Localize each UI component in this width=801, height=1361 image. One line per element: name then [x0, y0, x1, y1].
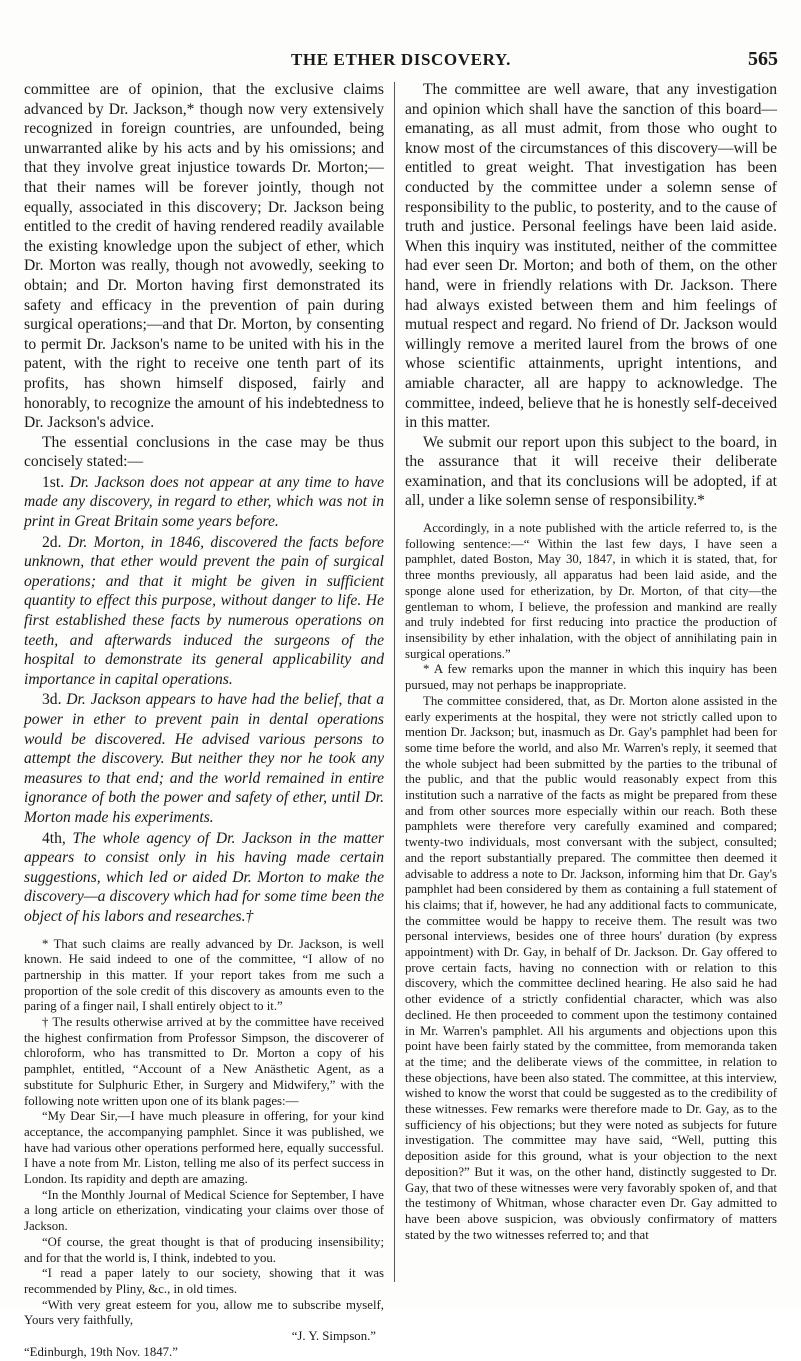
body-paragraph: We submit our report upon this subject to the board, in the assurance that it will receive their deliberate examination, and that its conclusions will be adopted, if at all, under a like solemn sense of responsibility.* — [405, 433, 777, 510]
intro-paragraph: committee are of opinion, that the exclusive claims advanced by Dr. Jackson,* though now very extensively recognized in foreign countries, are unfounded, being unwarranted alike by his acts and by his omissions; and that they involve great injustice towards Dr. Morton;—that their names will be forever jointly, though not equally, associated in this discovery; Dr. Jackson being entitled to the credit of having rendered readily available the existing knowledge upon the subject of ether, which Dr. Morton was really, though not avowedly, seeking to obtain; and Dr. Morton having first demonstrated its safety and efficacy in the prevention of pain during surgical operations;—and that Dr. Morton, by consenting to permit Dr. Jackson's name to be united with his in the patent, with the right to receive one tenth part of its profits, has shown himself disposed, fairly and honorably, to recognize the amount of his indebtedness to Dr. Jackson's advice. — [24, 81, 384, 432]
conclusion-text: The whole agency of Dr. Jackson in the matter appears to consist only in his having made certain suggestions, which led or aided Dr. Morton to make the discovery—a discovery which had for some time been the object of his labors and researches.† — [24, 829, 384, 925]
footnote: † The results otherwise arrived at by the committee have received the highest confirmation from Professor Simpson, the discoverer of chloroform, who has transmitted to Dr. Morton a copy of his pamphlet, entitled, “Account of a New Anästhetic Agent, as a substitute for Sulphuric Ether, in Surgery and Midwifery,” with the following note written upon one of its blank pages:— — [24, 1015, 384, 1108]
conclusion-number: 4th, — [42, 829, 66, 847]
footnote-letter-line: “My Dear Sir,—I have much pleasure in offering, for your kind acceptance, the accompanying pamphlet. Since it was published, we have had various other operations performed here, equally successful. I have a note from Mr. Liston, telling me also of its perfect success in London. Its rapidity and depth are amazing. — [24, 1109, 384, 1187]
page-number: 565 — [748, 48, 778, 70]
letter-dateline: “Edinburgh, 19th Nov. 1847.” — [24, 1344, 178, 1359]
conclusion-number: 2d. — [42, 533, 62, 551]
right-column — [405, 80, 777, 1243]
page-header — [24, 48, 778, 74]
footnote-letter-line: “Of course, the great thought is that of producing insensibility; and for that the world is, I think, indebted to you. — [24, 1234, 384, 1265]
running-head: THE ETHER DISCOVERY. — [290, 50, 512, 69]
footnote: Accordingly, in a note published with the article referred to, is the following sentence:—“ Within the last few days, I have seen a pamphlet, dated Boston, May 30, 1847, in which it is stated, that, for three months previously, all apparatus had been laid aside, and the sponge alone used for etherization, by Dr. Morton, of that city—the gentleman to whom, I believe, the profession and mankind are really and truly indebted for first reducing into practice the production of insensibility by ether inhalation, with the object of annihilating pain in surgical operations.” — [405, 521, 777, 661]
conclusions-intro: The essential conclusions in the case may be thus concisely stated:— — [24, 433, 384, 471]
body-paragraph: The committee are well aware, that any investigation and opinion which shall have the sanction of this board—emanating, as all must admit, from those who ought to know most of the circumstances of this discovery—will be entitled to great weight. That investigation has been conducted by the committee under a solemn sense of responsibility to the public, to posterity, and to the cause of truth and justice. Personal feelings have been laid aside. When this inquiry was instituted, neither of the committee had ever seen Dr. Morton; and both of them, on the other hand, were in friendly relations with Dr. Jackson. There had always existed between them and him feelings of mutual respect and regard. No friend of Dr. Jackson would willingly remove a merited laurel from the brows of one whose scientific attainments, upright intentions, and amiable character, all are happy to acknowledge. The committee, indeed, believe that he is honestly self-deceived in this matter. — [405, 81, 777, 432]
conclusion-text: Dr. Jackson appears to have had the belief, that a power in ether to prevent pain in dental operations would be discovered. He advised various persons to attempt the discovery. But neither they nor he took any measures to that end; and the world remained in entire ignorance of both the power and safety of ether, until Dr. Morton made his experiments. — [24, 691, 384, 826]
footnote: * That such claims are really advanced by Dr. Jackson, is well known. He said indeed to one of the committee, “I allow of no partnership in this matter. If your report takes from me such a proportion of the sole credit of this discovery as amounts even to the paring of a finger nail, I shall entirely object to it.” — [24, 936, 384, 1014]
conclusion-item — [24, 533, 384, 690]
footnote: * A few remarks upon the manner in which this inquiry has been pursued, may not perhaps be inappropriate. — [405, 662, 777, 693]
column-divider — [394, 82, 395, 1282]
left-column — [24, 80, 384, 1361]
conclusion-item — [24, 473, 384, 532]
conclusion-number: 1st. — [42, 473, 65, 491]
conclusion-text: Dr. Morton, in 1846, discovered the facts before unknown, that ether would prevent the pain of surgical operations; and that it might be given in sufficient quantity to effect this purpose, without danger to life. He first established these facts by numerous operations on teeth, and afterwards induced the surgeons of the hospital to demonstrate its general applicability and importance in capital operations. — [24, 533, 384, 688]
footnote-letter-line: “With very great esteem for you, allow me to subscribe myself, Yours very faithfully, — [24, 1297, 384, 1328]
conclusion-text: Dr. Jackson does not appear at any time to have made any discovery, in regard to ether, which was not in print in Great Britain some years before. — [24, 473, 384, 531]
letter-signature: “J. Y. Simpson.” — [291, 1329, 376, 1344]
footnote-letter-line: “I read a paper lately to our society, showing that it was recommended by Pliny, &c., in old times. — [24, 1266, 384, 1296]
conclusion-item — [24, 690, 384, 827]
conclusion-item — [24, 829, 384, 927]
conclusion-number: 3d. — [42, 691, 62, 709]
footnote-letter-line: “In the Monthly Journal of Medical Science for September, I have a long article on etherization, vindicating your claims over those of Jackson. — [24, 1187, 384, 1234]
footnote: The committee considered, that, as Dr. Morton alone assisted in the early experiments at the hospital, they were not strictly called upon to mention Dr. Jackson; but, inasmuch as Dr. Gay's pamphlet had been for some time before the world, and also Mr. Warren's reply, it seemed that the whole subject had been submitted by the parties to the tribunal of the public, and that the public would reasonably expect from this institution such a narrative of the facts as might be prepared from these and from other sources more especially within our reach. Both these pamphlets were therefore very carefully examined and compared; twenty-two individuals, most conversant with the subject, consulted; and the report substantially prepared. The committee then deemed it advisable to address a note to Dr. Jackson, informing him that Dr. Gay's pamphlet had been considered by them as containing a full statement of his claims; that if, however, he had any additional facts to communicate, the committee would be happy to receive them. The result was two personal interviews, besides one of three hours' duration (by express appointment) with Dr. Gay, in behalf of Dr. Jackson. Dr. Gay offered to prove certain facts, having no connection with or relation to this discovery, which the committee declined hearing. He also said he had other evidence of a strictly confidential character, which was also declined. He then proceeded to comment upon the testimony contained in Mr. Warren's pamphlet. All his arguments and objections upon this point have been fairly stated by the committee, from memoranda taken at the time; and the deliberate views of the committee, in relation to these objections, have been also stated. The committee, at this interview, wished to know the worst that could be suggested as to the credibility of these witnesses. Few remarks were therefore made to Dr. Gay, as to the sufficiency of his objections; but they were noted as subjects for future investigation. The committee may have said, “Well, putting this deposition aside for this ground, what is your objection to the next deposition?” But it was, on the other hand, distinctly suggested to Dr. Gay, that two of these witnesses were very favorably spoken of, and that the testimony of Whitman, whose character even Dr. Gay admitted to have been above suspicion, was obviously confirmatory of matters stated by the two witnesses referred to; and that — [405, 693, 777, 1242]
